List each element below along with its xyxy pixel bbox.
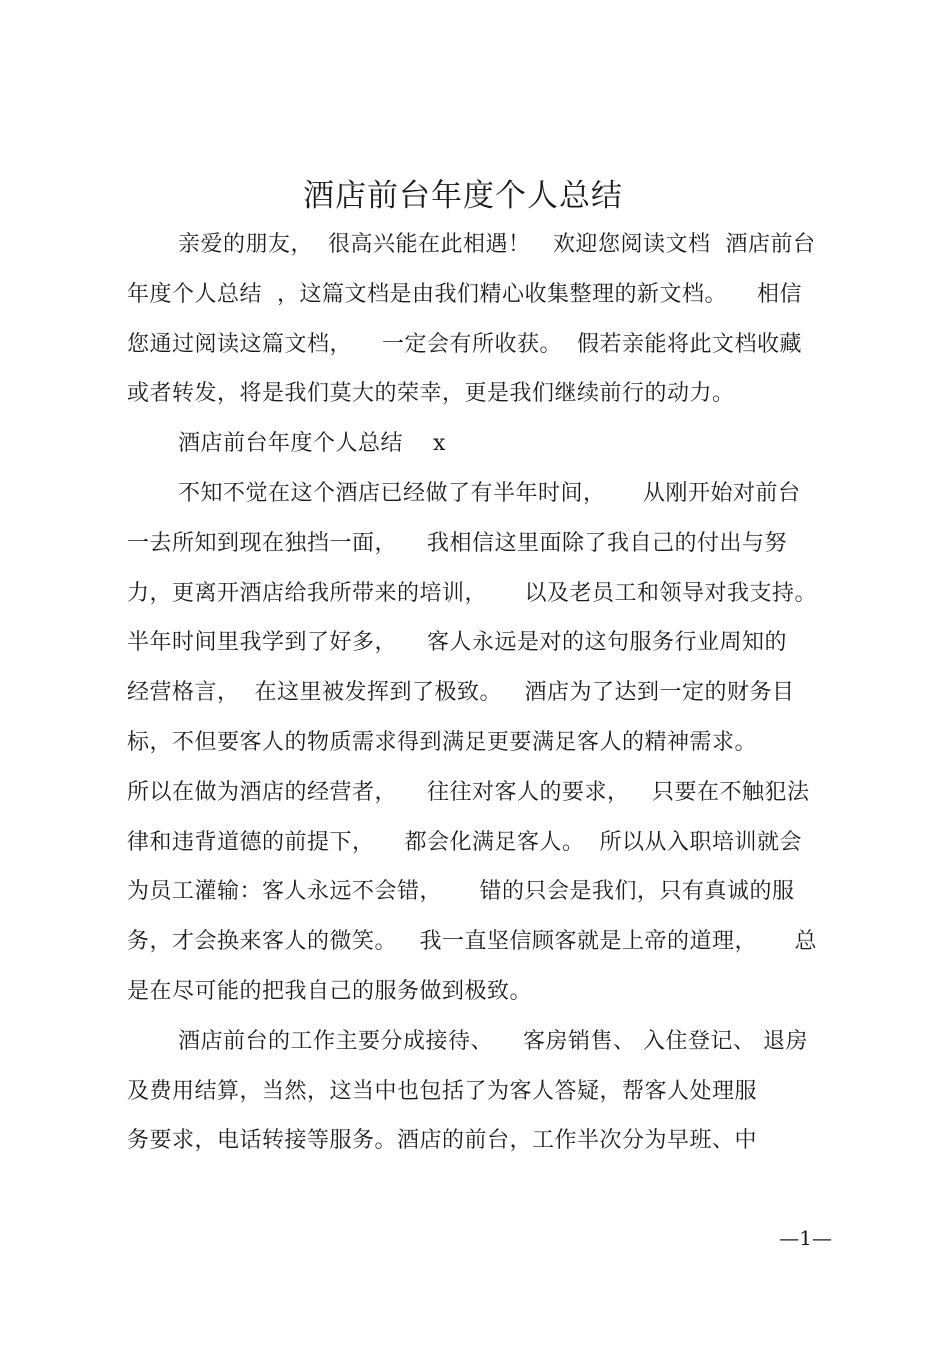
text-line: 力，更离开酒店给我所带来的培训， 以及老员工和领导对我支持。 (127, 581, 817, 606)
text-line: 一去所知到现在独挡一面， 我相信这里面除了我自己的付出与努 (127, 531, 787, 556)
text-line: 酒店前台的工作主要分成接待、 客房销售、 入住登记、 退房 (178, 1029, 808, 1054)
text-line: 律和违背道德的前提下， 都会化满足客人。 所以从入职培训就会 (127, 830, 802, 855)
text-line: 务要求，电话转接等服务。酒店的前台，工作半次分为早班、中 (127, 1128, 758, 1153)
text-line: 您通过阅读这篇文档， 一定会有所收获。 假若亲能将此文档收藏 (127, 332, 802, 357)
text-line: 亲爱的朋友， 很高兴能在此相遇！ 欢迎您阅读文档 酒店前台 (178, 232, 816, 257)
text-line: 务，才会换来客人的微笑。 我一直坚信顾客就是上帝的道理， 总 (127, 929, 817, 954)
text-line: 半年时间里我学到了好多， 客人永远是对的这句服务行业周知的 (127, 630, 787, 655)
page-number: —1— (779, 1226, 832, 1250)
text-line: 为员工灌输：客人永远不会错， 错的只会是我们，只有真诚的服 (127, 879, 795, 904)
text-line: 酒店前台年度个人总结 x (178, 431, 446, 456)
text-line: 及费用结算，当然，这当中也包括了为客人答疑，帮客人处理服 (127, 1079, 758, 1104)
text-line: 或者转发，将是我们莫大的荣幸，更是我们继续前行的动力。 (127, 381, 735, 406)
text-line: 是在尽可能的把我自己的服务做到极致。 (127, 979, 533, 1004)
text-line: 年度个人总结 ，这篇文档是由我们精心收集整理的新文档。 相信 (127, 282, 802, 307)
text-line: 标，不但要客人的物质需求得到满足更要满足客人的精神需求。 (127, 730, 758, 755)
document-title: 酒店前台年度个人总结 (303, 178, 623, 214)
text-line: 所以在做为酒店的经营者， 往往对客人的要求， 只要在不触犯法 (127, 780, 810, 805)
text-line: 不知不觉在这个酒店已经做了有半年时间， 从刚开始对前台 (178, 481, 801, 506)
text-line: 经营格言， 在这里被发挥到了极致。 酒店为了达到一定的财务目 (127, 680, 795, 705)
